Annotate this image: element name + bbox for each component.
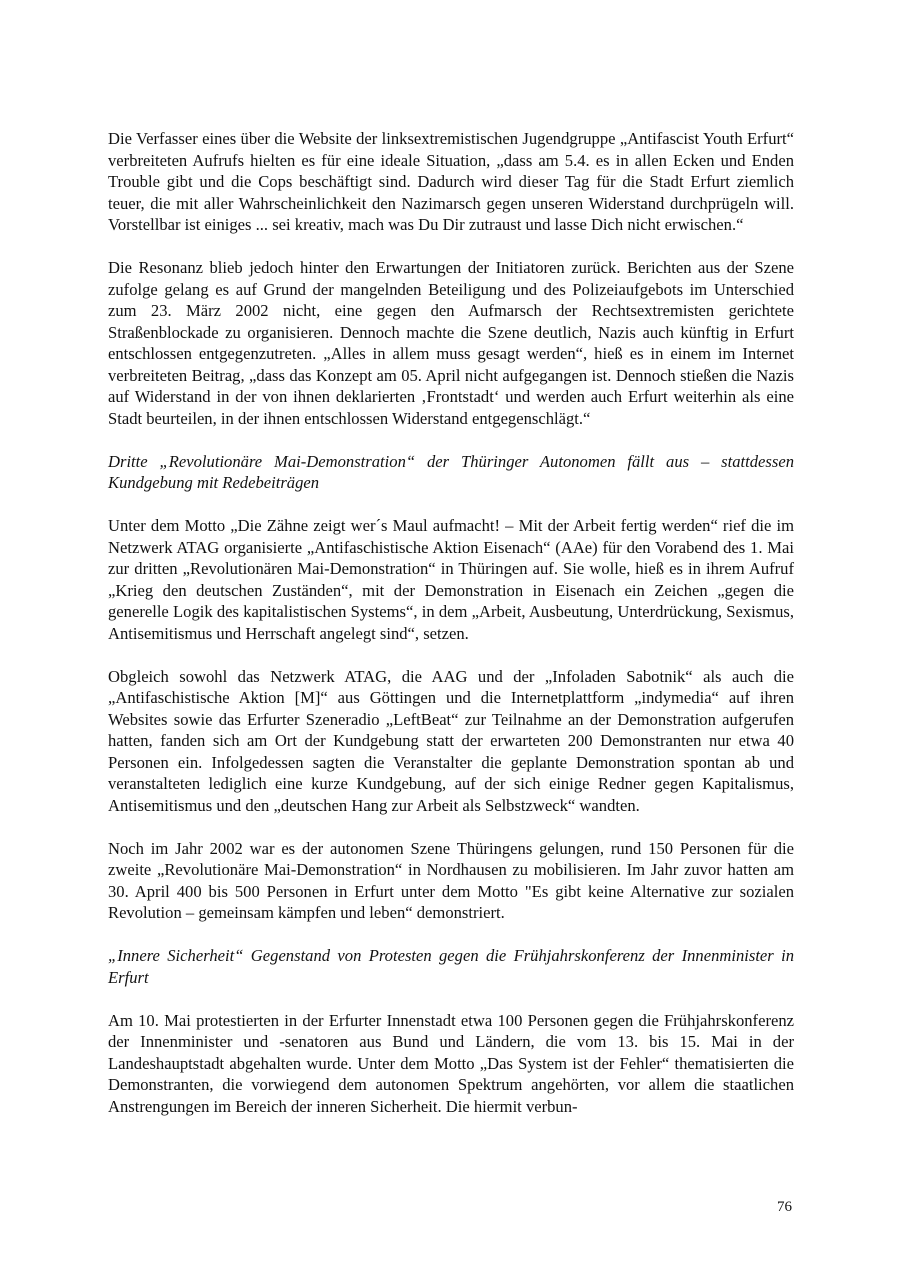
document-page xyxy=(108,128,794,1117)
paragraph-vorjahr: Noch im Jahr 2002 war es der autonomen Szene Thüringens gelungen, rund 150 Personen für die zweite „Revolutionäre Mai-Demonstration“ in Nordhausen zu mobilisieren. Im Jahr zuvor hatten am 30. April 400 bis 500 Personen in Erfurt unter dem Motto "Es gibt keine Alternative zur sozialen Revolution – gemeinsam kämpfen und leben“ demonstriert. xyxy=(108,838,794,922)
paragraph-motto: Unter dem Motto „Die Zähne zeigt wer´s Maul aufmacht! – Mit der Arbeit fertig werden“ rief die im Netzwerk ATAG organisierte „Antifaschistische Aktion Eisenach“ (AAe) für den Vorabend des 1. Mai zur dritten „Revolutionären Mai-Demonstration“ in Thüringen auf. Sie wolle, hieß es in ihrem Aufruf „Krieg den deutschen Zuständen“, mit der Demonstration in Eisenach ein Zeichen „gegen die generelle Logik des kapitalistischen Systems“, in dem „Arbeit, Ausbeutung, Unterdrückung, Sexismus, Antisemitismus und Herrschaft angelegt sind“, setzen. xyxy=(108,516,794,643)
paragraph-innenminister: Am 10. Mai protestierten in der Erfurter Innenstadt etwa 100 Personen gegen die Frühjahrskonferenz der Innenminister und -senatoren aus Bund und Ländern, die vom 13. bis 15. Mai in der Landeshauptstadt abgehalten wurde. Unter dem Motto „Das System ist der Fehler“ thematisierten die Demonstranten, die vorwiegend dem autonomen Spektrum angehörten, vor allem die staatlichen Anstrengungen im Bereich der inneren Sicherheit. Die hiermit verbun- xyxy=(108,1010,794,1116)
section-heading-mai-demonstration: Dritte „Revolutionäre Mai-Demonstration“ der Thüringer Autonomen fällt aus – stattdessen Kundgebung mit Redebeiträgen xyxy=(108,451,794,492)
paragraph-resonanz: Die Resonanz blieb jedoch hinter den Erwartungen der Initiatoren zurück. Berichten aus der Szene zufolge gelang es auf Grund der mangelnden Beteiligung und des Polizeiaufgebots im Unterschied zum 23. März 2002 nicht, eine gegen den Aufmarsch der Rechtsextremisten gerichtete Straßenblockade zu organisieren. Dennoch machte die Szene deutlich, Nazis auch künftig in Erfurt entschlossen entgegenzutreten. „Alles in allem muss gesagt werden“, hieß es in einem im Internet verbreiteten Beitrag, „dass das Konzept am 05. April nicht aufgegangen ist. Dennoch stießen die Nazis auf Widerstand in der von ihnen deklarierten ‚Frontstadt‘ und werden auch Erfurt weiterhin als eine Stadt beurteilen, in der ihnen entschlossen Widerstand entgegenschlägt.“ xyxy=(108,258,794,428)
section-heading-innere-sicherheit: „Innere Sicherheit“ Gegenstand von Protesten gegen die Frühjahrskonferenz der Innenminister in Erfurt xyxy=(108,946,794,987)
paragraph-obgleich: Obgleich sowohl das Netzwerk ATAG, die AAG und der „Infoladen Sabotnik“ als auch die „Antifaschistische Aktion [M]“ aus Göttingen und die Internetplattform „indymedia“ auf ihren Websites sowie das Erfurter Szeneradio „LeftBeat“ zur Teilnahme an der Demonstration aufgerufen hatten, fanden sich am Ort der Kundgebung statt der erwarteten 200 Demonstranten nur etwa 40 Personen ein. Infolgedessen sagten die Veranstalter die geplante Demonstration spontan ab und veranstalteten lediglich eine kurze Kundgebung, auf der sich einige Redner gegen Kapitalismus, Antisemitismus und den „deutschen Hang zur Arbeit als Selbstzweck“ wandten. xyxy=(108,666,794,815)
page-number: 76 xyxy=(777,1199,792,1215)
paragraph-aufruf: Die Verfasser eines über die Website der linksextremistischen Jugendgruppe „Antifascist Youth Erfurt“ verbreiteten Aufrufs hielten es für eine ideale Situation, „dass am 5.4. es in allen Ecken und Enden Trouble gibt und die Cops beschäftigt sind. Dadurch wird dieser Tag für die Stadt Erfurt ziemlich teuer, die mit aller Wahrscheinlichkeit den Nazimarsch gegen unseren Widerstand durchprügeln will. Vorstellbar ist einiges ... sei kreativ, mach was Du Dir zutraust und lasse Dich nicht erwischen.“ xyxy=(108,129,794,234)
